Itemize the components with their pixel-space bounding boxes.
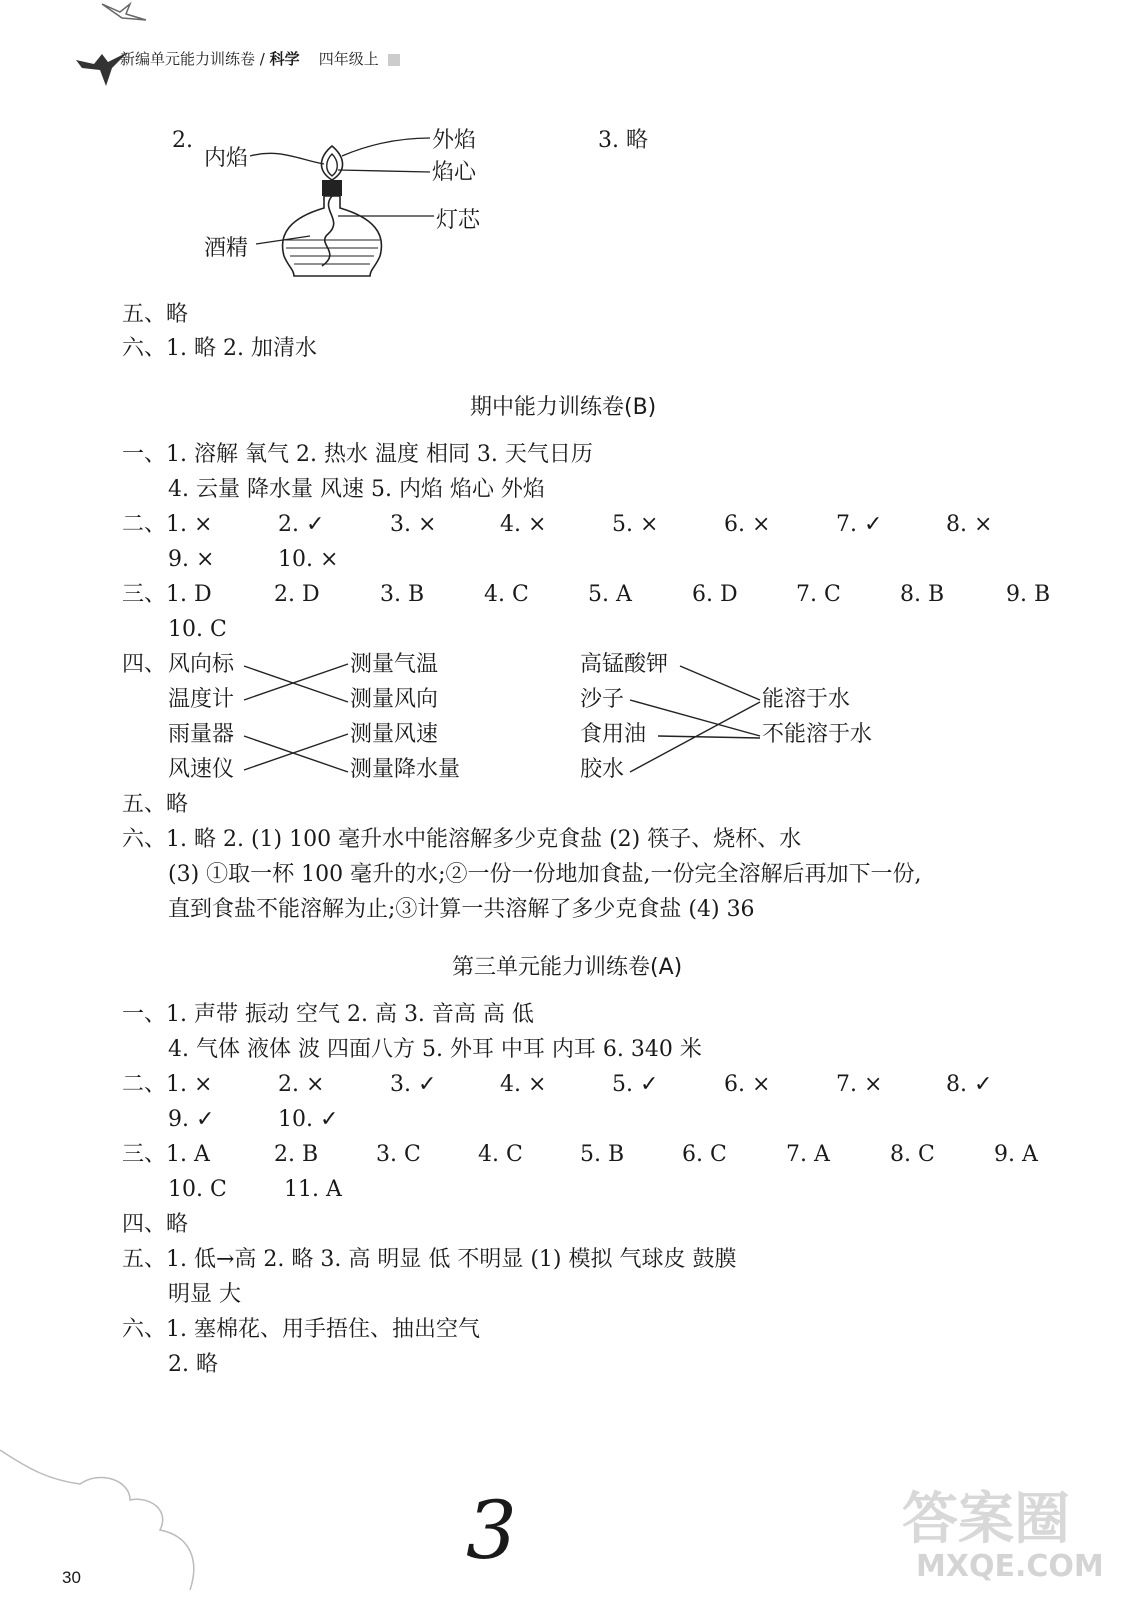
match-left-item: 雨量器 — [168, 722, 235, 747]
answer-item: 3. ✓ — [390, 1072, 437, 1097]
match-line — [244, 664, 348, 700]
answer-line: (3) ①取一杯 100 毫升的水;②一份一份地加食盐,一份完全溶解后再加下一份, — [168, 862, 922, 887]
answer-item: 8. ✓ — [946, 1072, 993, 1097]
answer-item: 3. C — [376, 1142, 421, 1167]
answer-item: 6. × — [724, 512, 771, 537]
grade: 四年级上 — [318, 50, 379, 68]
cloud-decoration-icon — [0, 1440, 220, 1600]
answer-line: 2. 略 — [168, 1352, 218, 1377]
match-substance-item: 食用油 — [580, 722, 647, 747]
answer-item: 9. × — [168, 547, 215, 572]
answer-line: 一、1. 声带 振动 空气 2. 高 3. 音高 高 低 — [122, 1002, 534, 1027]
answer-line: 六、1. 塞棉花、用手捂住、抽出空气 — [122, 1317, 480, 1342]
answer-item: 2. B — [274, 1142, 319, 1167]
match-substance-item: 沙子 — [580, 687, 625, 712]
label-flame-core: 焰心 — [432, 160, 477, 185]
answer-item: 三、1. D — [122, 582, 212, 607]
question-number: 2. — [172, 128, 193, 153]
answer-line: 五、略 — [122, 792, 189, 817]
match-substance-item: 高锰酸钾 — [580, 652, 669, 677]
answer-item: 2. D — [274, 582, 320, 607]
match-left-item: 风速仪 — [168, 757, 235, 782]
match-line — [630, 700, 760, 736]
answer-line: 六、1. 略 2. (1) 100 毫升水中能溶解多少克食盐 (2) 筷子、烧杯、水 — [122, 827, 802, 852]
answer-line: 五、略 — [122, 302, 189, 327]
answer-item: 9. A — [994, 1142, 1038, 1167]
answer-item: 6. × — [724, 1072, 771, 1097]
answer-line: 明显 大 — [168, 1282, 241, 1307]
answer-line: 四、略 — [122, 1212, 189, 1237]
book-title: 新编单元能力训练卷 — [120, 50, 256, 68]
answer-line: 六、1. 略 2. 加清水 — [122, 336, 317, 361]
answer-item: 2. × — [278, 1072, 325, 1097]
match-mid-item: 测量降水量 — [350, 757, 461, 782]
match-mid-item: 测量气温 — [350, 652, 439, 677]
match-line — [680, 666, 760, 700]
label-wick: 灯芯 — [436, 208, 481, 233]
match-line — [244, 736, 348, 772]
answer-item: 5. ✓ — [612, 1072, 659, 1097]
match-substance-item: 胶水 — [580, 757, 625, 782]
match-solubility-item: 能溶于水 — [762, 687, 851, 712]
answer-item: 10. C — [168, 1177, 227, 1202]
page-number: 30 — [62, 1568, 81, 1587]
answer-item: 三、1. A — [122, 1142, 210, 1167]
answer-item: 11. A — [284, 1177, 342, 1202]
answer-item: 7. ✓ — [836, 512, 883, 537]
answer-item: 6. C — [682, 1142, 727, 1167]
answer-item: 3. B — [380, 582, 425, 607]
watermark-text: 答案圈 — [902, 1487, 1070, 1552]
answer-item: 二、1. × — [122, 1072, 213, 1097]
section-label: 四、 — [122, 652, 167, 677]
answer-item: 5. × — [612, 512, 659, 537]
match-line — [244, 666, 348, 702]
match-solubility-item: 不能溶于水 — [762, 722, 873, 747]
answer-item: 10. ✓ — [278, 1107, 339, 1132]
answer-item: 4. × — [500, 512, 547, 537]
answer-item: 6. D — [692, 582, 738, 607]
answer-item: 4. × — [500, 1072, 547, 1097]
answer-item: 3. × — [390, 512, 437, 537]
answer-item: 4. C — [484, 582, 529, 607]
subject: 科学 — [269, 50, 300, 68]
match-left-item: 温度计 — [168, 687, 235, 712]
header-separator: / — [259, 50, 265, 68]
answer-item: 二、1. × — [122, 512, 213, 537]
answer-item: 9. B — [1006, 582, 1051, 607]
answer-line: 一、1. 溶解 氧气 2. 热水 温度 相同 3. 天气日历 — [122, 442, 593, 467]
match-mid-item: 测量风速 — [350, 722, 439, 747]
answer-item: 7. A — [786, 1142, 830, 1167]
watermark-logo — [902, 1487, 1132, 1590]
match-line — [244, 734, 348, 770]
handwritten-mark: 3 — [466, 1484, 517, 1577]
answer-item: 5. A — [588, 582, 632, 607]
answer-item: 7. C — [796, 582, 841, 607]
label-alcohol: 酒精 — [204, 236, 249, 261]
section-title-unit3-a: 第三单元能力训练卷(A) — [452, 955, 683, 980]
answer-item: 4. C — [478, 1142, 523, 1167]
answer-item: 9. ✓ — [168, 1107, 215, 1132]
answer-item: 8. B — [900, 582, 945, 607]
section-title-midterm-b: 期中能力训练卷(B) — [470, 395, 657, 420]
label-inner-flame: 内焰 — [204, 146, 249, 171]
answer-item: 10. C — [168, 617, 227, 642]
match-left-item: 风向标 — [168, 652, 235, 677]
answer-q3: 3. 略 — [598, 128, 648, 153]
match-line — [658, 736, 760, 738]
answer-item: 2. ✓ — [278, 512, 325, 537]
label-outer-flame: 外焰 — [432, 128, 477, 153]
answer-item: 7. × — [836, 1072, 883, 1097]
answer-line: 4. 云量 降水量 风速 5. 内焰 焰心 外焰 — [168, 477, 545, 502]
answer-line: 直到食盐不能溶解为止;③计算一共溶解了多少克食盐 (4) 36 — [168, 897, 755, 922]
answer-item: 10. × — [278, 547, 339, 572]
answer-item: 8. C — [890, 1142, 935, 1167]
answer-line: 五、1. 低→高 2. 略 3. 高 明显 低 不明显 (1) 模拟 气球皮 鼓膜 — [122, 1247, 737, 1272]
answer-item: 8. × — [946, 512, 993, 537]
watermark-url: MXQE.COM — [916, 1549, 1104, 1584]
answer-line: 4. 气体 液体 波 四面八方 5. 外耳 中耳 内耳 6. 340 米 — [168, 1037, 702, 1062]
answer-item: 5. B — [580, 1142, 625, 1167]
match-mid-item: 测量风向 — [350, 687, 439, 712]
